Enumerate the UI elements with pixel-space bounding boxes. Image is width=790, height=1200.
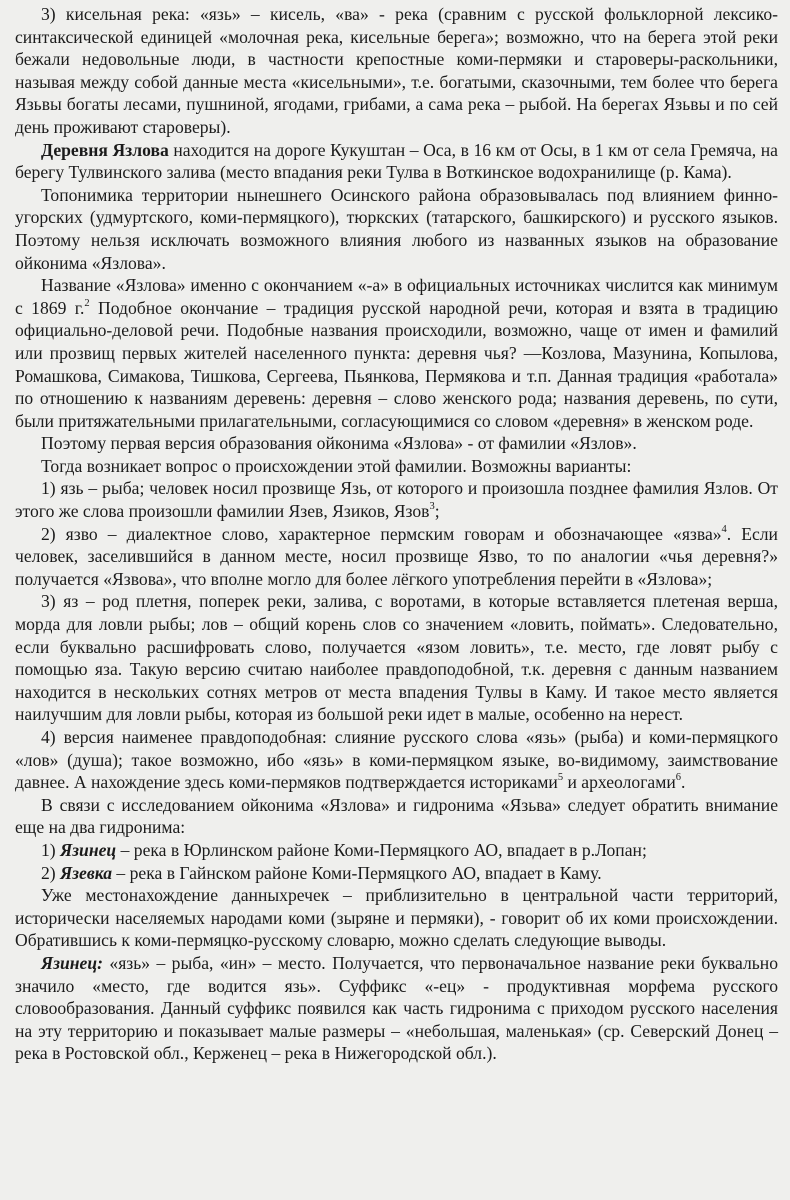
paragraph-text: .: [681, 772, 686, 793]
paragraph-text: 2) язво – диалектное слово, характерное пермским говорам и обозначающее «язва»: [41, 523, 722, 544]
paragraph-yazinets-etymology: [15, 952, 778, 1065]
paragraph-text: ;: [434, 501, 440, 522]
paragraph-mestonahozhdenie: Уже местонахождение данныхречек – приблизительно в центральной части территорий, исторически населяемых народами коми (зыряне и пермяки), - говорит об их коми происхождении. Обратившись к коми-пермяцко-русскому словарю, можно сделать следующие выводы.: [15, 885, 778, 951]
variant-4: [15, 726, 778, 794]
paragraph-text: – река в Гайнском районе Коми-Пермяцкого АО, впадает в Каму.: [112, 862, 602, 883]
paragraph-text: Подобное окончание – традиция русской народной речи, которая и взята в традицию официально-деловой речи. Подобные названия происходили, возможно, чаще от имен и фамилий или прозвищ первых жителей населенного пункта: деревня чья? —Козлова, Мазунина, Копылова, Ромашкова, Симакова, Тишкова, Сергеева, Пьянкова, Пермякова и т.п. Данная традиция «работала» по отношению к названиям деревень: деревня – слово женского рода; названия деревень, по сути, были притяжательными прилагательными, согласующимися со словом «деревня» в женском роде.: [15, 297, 778, 431]
footnote-ref: 2: [84, 297, 90, 309]
term-yazevka: Язевка: [60, 862, 112, 883]
list-item-yazinets: [15, 839, 778, 862]
variant-2: [15, 523, 778, 591]
paragraph-text: – река в Юрлинском районе Коми-Пермяцкого АО, впадает в р.Лопан;: [116, 839, 647, 860]
footnote-ref: 5: [557, 772, 564, 784]
paragraph-pervaya-versiya: Поэтому первая версия образования ойконима «Язлова» - от фамилии «Язлов».: [41, 433, 637, 454]
list-item-yazevka: [15, 862, 778, 885]
paragraph-text: 4) версия наименее правдоподобная: слияние русского слова «язь» (рыба) и коми-пермяцкого «лов» (душа); такое возможно, ибо «язь» в коми-пермяцком языке, во-видимому, заимствование давнее. А нахождение здесь коми-пермяков подтверждается историками: [15, 727, 778, 793]
paragraph-text: «язь» – рыба, «ин» – место. Получается, что первоначальное название реки буквально значило «место, где водится язь». Суффикс «-ец» - продуктивная морфема русского словообразования. Данный суффикс появился как часть гидронима с приходом русского населения на эту территорию и показывает малые размеры – «небольшая, маленькая» (ср. Северский Донец – река в Ростовской обл., Керженец – река в Нижегородской обл.).: [15, 952, 778, 1064]
paragraph-kiselnaya-reka: 3) кисельная река: «язь» – кисель, «ва» - река (сравним с русской фольклорной лексико-синтаксической единицей «молочная река, кисельные берега»; возможно, что на берега этой реки бежали недовольные люди, в частности крепостные коми-пермяки и староверы-раскольники, называя между собой данные места «кисельными», т.е. богатыми, сказочными, тем более что берега Язьвы богаты лесами, пушниной, ягодами, грибами, а сама река – рыбой. На берегах Язьвы и по сей день проживают староверы).: [15, 4, 778, 137]
variant-1: [15, 477, 778, 522]
term-yazinets: Язинец: [60, 839, 117, 860]
term-derevnya-yazlova: Деревня Язлова: [41, 139, 169, 160]
paragraph-gidronimy: В связи с исследованием ойконима «Язлова» и гидронима «Язьва» следует обратить внимание еще на два гидронима:: [15, 794, 778, 838]
list-number: 2): [41, 862, 61, 883]
paragraph-text: и археологами: [563, 772, 676, 793]
paragraph-text: Название «Язлова» именно с окончанием «-а» в официальных источниках числится как минимум с 1869 г.: [15, 275, 778, 318]
paragraph-text: . Если человек, заселившийся в данном месте, носил прозвище Язво, то по аналогии «чья деревня?» получается «Язвова», что вполне могло для более лёгкого употребления перейти в «Язлова»;: [15, 523, 778, 589]
paragraph-toponimika: Топонимика территории нынешнего Осинского района образовывалась под влиянием финно-угорских (удмуртского, коми-пермяцкого), тюркских (татарского, башкирского) и русского языков. Поэтому нельзя исключать возможного влияния любого из названных языков на образование ойконима «Язлова».: [15, 184, 778, 273]
term-yazinets-heading: Язинец:: [41, 952, 103, 973]
paragraph-nazvanie: [15, 274, 778, 432]
paragraph-text: находится на дороге Кукуштан – Оса, в 16 км от Осы, в 1 км от села Гремяча, на берегу Тулвинского залива (место впадания реки Тулва в Воткинское водохранилище (р. Кама).: [15, 139, 778, 183]
list-number: 1): [41, 839, 61, 860]
paragraph-derevnya-yazlova: [15, 139, 778, 184]
paragraph-varianty: Тогда возникает вопрос о происхождении этой фамилии. Возможны варианты:: [41, 455, 632, 476]
paragraph-text: 1) язь – рыба; человек носил прозвище Язь, от которого и произошла позднее фамилия Язлов. От этого же слова произошли фамилии Язев, Язиков, Язов: [15, 478, 778, 522]
variant-3: 3) яз – род плетня, поперек реки, залива, с воротами, в которые вставляется плетеная верша, морда для ловли рыбы; лов – общий корень слов со значением «ловить, поймать». Следовательно, если буквально расшифровать слово, получается «язом ловить», т.е. место, где ловят рыбу с помощью яза. Такую версию считаю наиболее правдоподобной, т.к. деревня с данным названием находится в нескольких сотнях метров от места впадения Тулвы в Каму. И такое место является наилучшим для ловли рыбы, которая из большой реки идет в малые, особенно на нерест.: [15, 591, 778, 725]
footnote-ref: 6: [675, 772, 682, 784]
footnote-ref: 4: [721, 523, 727, 535]
footnote-ref: 3: [429, 501, 435, 513]
